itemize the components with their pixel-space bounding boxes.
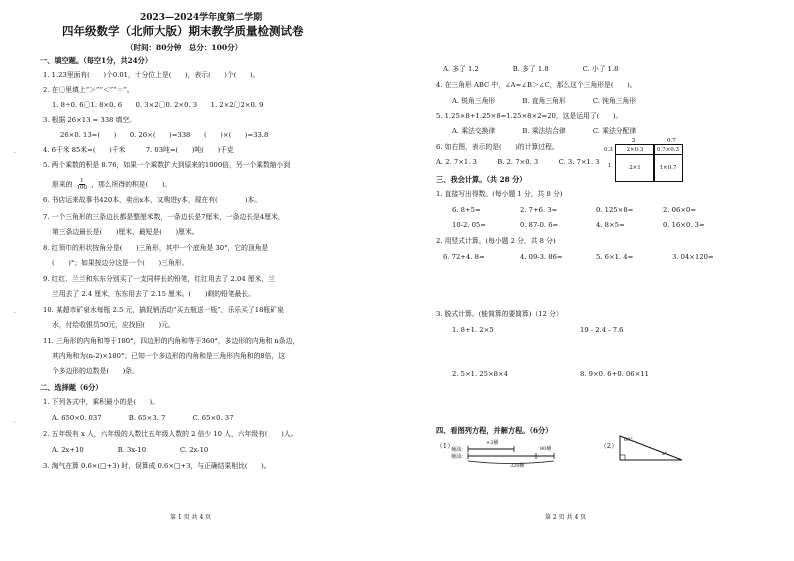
choice-5-options: A. 乘法交换律 B. 乘法结合律 C. 乘法分配律 [452,127,637,135]
fraction-denominator: 100 [76,185,88,191]
bar-label-2: 桶油： [451,454,467,460]
q5-text-post: ，那么所得的积是( )。 [91,180,172,189]
page-footer-2: 第 2 页 共 4 页 [545,514,587,521]
question-2-row: 1. 8÷0. 6〇1. 8×0. 6 0. 3×2〇0. 2×0. 3 1. 2×2〇2×0. 9 [52,101,264,109]
question-7b: 第三条边最长是( )厘米，最短是( )厘米。 [52,228,199,236]
question-11b: 其内角和为(n-2)×180°；已知一个多边形的内角和是三角形内角和的8倍，这 [52,352,286,360]
grid-cell-21: 2×1 [615,154,655,182]
choice-6-options: A. 2. 7×1. 3 B. 2. 7×0. 3 C. 3. 7×1. 3 [436,158,600,166]
grid-cell-12: 0.7×0.3 [653,144,683,155]
exam-title: 四年级数学（北师大版）期末教学质量检测试卷 [62,24,304,38]
question-3-row: 26×0. 13=( ) 0. 26×( )=338 ( )×( )=33.8 [60,131,269,139]
grid-side-a: 0.3 [604,147,613,153]
grid-cell-22: 1×0.7 [653,154,683,182]
calc-item: 3. 04×120= [672,253,714,261]
choice-4: 4. 在三角形 ABC 中，∠A=∠B＞∠C，那么这个三角形是( )。 [436,81,637,89]
question-3: 3. 根据 26×13 = 338 填空。 [43,116,136,124]
question-4: 4. 6千米 85米=( )千米 7. 03吨=( )吨( )千克 [43,146,234,154]
choice-4-options: A. 锐角三角形 B. 直角三角形 C. 钝角三角形 [452,97,637,105]
calc-item: 1. 8+1. 2×5 [452,326,494,334]
calc-3: 3. 脱式计算。(能简算的要简算)（12 分） [436,310,563,318]
question-6: 6. 书店运来故事书420本，卖出x本，又购进y本，现在有( )本。 [43,196,262,204]
grid-side-b: 1 [608,163,612,169]
choice-5: 5. 1.25×8+1.25×8=1.25×8×2=20，这是运用了( )。 [436,112,623,120]
exam-meta: （时间：80分钟 总分：100分） [126,43,243,52]
question-11c: 个多边形的边数是( )条。 [52,367,139,375]
calc-item: 0. 125×8= [596,206,634,214]
binding-mark: · [14,310,16,317]
calc-1: 1. 直接写出得数。(每小题 1 分，共 8 分) [436,190,563,198]
calc-item: 8. 9×0. 6+0. 06×11 [580,370,649,378]
section-choice: 二、选择题（6分） [40,383,103,392]
choice-1-options: A. 650×0. 037 B. 65×3. 7 C. 65×0. 37 [52,414,234,422]
question-10a: 10. 某超市矿泉水每瓶 2.5 元，搞促销活动“买五瓶送一瓶”，乐乐买了18瓶矿泉 [43,306,284,314]
question-1: 1. 1.23里面有( )个0.01，十分位上是( )，表示( )个( )。 [43,71,260,79]
question-5a: 5. 两个乘数的积是 8.76，如果一个乘数扩大到原来的1000倍，另一个乘数缩小到 [43,161,291,169]
binding-mark: · [14,420,16,427]
question-8a: 8. 红领巾的形状按角分是( )三角形，其中一个底角是 30°，它的顶角是 [43,244,269,252]
question-11a: 11. 三角形的内角和等于180°，四边形的内角和等于360°，多边形的内角和 n条边， [43,337,300,345]
calc-item: 0. 87-0. 6= [520,221,559,229]
calc-item: 6. 8+5= [452,206,481,214]
bar-mult-label: ×3桶 [486,440,499,446]
calc-item: 4. 8×5= [596,221,625,229]
choice-3: 3. 淘气在算 0.6×(□+3) 时，误算成 0.6×□+3，与正确结果相比( )。 [43,462,271,470]
calc-item: 4. 09-3. 86= [520,253,563,261]
problem-1-label: （1） [436,442,454,450]
choice-6: 6. 如右图，表示的是( )的计算过程。 [436,143,559,151]
binding-mark: · [14,150,16,157]
calc-item: 0. 16×0. 3= [663,221,705,229]
calc-item: 2. 7+6. 3= [520,206,558,214]
question-5b [52,178,171,191]
term-title: 2023—2024学年度第二学期 [140,13,263,23]
section-fill-blank: 一、填空题。（每空1分，共24分） [40,56,153,65]
problem-2-label: （2） [600,442,618,450]
grid-cell-11: 2×0.3 [615,144,655,155]
calc-item: 10-2. 05= [452,221,486,229]
angle-x-label: x° [662,451,668,457]
angle-label: 60° [624,437,633,443]
bar-extra-label: 80桶 [540,446,552,452]
calc-item: 5. 6×1. 4= [596,253,634,261]
question-2: 2. 在〇里填上“＞”“＜”“＝”。 [43,86,134,94]
calc-item: 6. 72+4. 8= [443,253,485,261]
question-9b: 兰用去了 2.4 厘米，东东用去了 2.15 厘米。( )剩的铅笔最长。 [52,290,256,298]
fraction-numerator: 1 [80,178,84,184]
bar-total-label: 320桶 [510,463,525,469]
grid-top-b: 0.7 [667,138,676,144]
choice-3-options: A. 多了 1.2 B. 多了 1.8 C. 小了 1.8 [443,65,619,73]
section-calculation: 三、我会计算。（共 28 分） [436,175,527,184]
calc-2: 2. 用竖式计算。(每小题 2 分，共 8 分) [436,237,556,245]
bar-diagram [464,440,564,468]
calc-item: 2. 5×1. 25×8×4 [452,370,508,378]
q5-text-pre: 原来的 [52,180,73,189]
question-8b: ( )°；如果按边分这是一个( )三角形。 [52,259,189,267]
choice-2-options: A. 2x+10 B. 3x-10 C. 2x-10 [52,446,209,454]
grid-top-a: 2 [632,138,636,144]
bar-label-1: 桶油： [451,447,467,453]
question-9a: 9. 红红、兰兰和东东分别买了一支同样长的铅笔，红红用去了 2.04 厘米，兰 [43,275,276,283]
calc-item: 2. 06×0= [663,206,697,214]
choice-2: 2. 五年级有 x 人，六年级的人数比五年级人数的 2 倍少 10 人，六年级有( )人。 [43,430,298,438]
calc-item: 19 - 2.4 - 7.6 [580,326,624,334]
question-7a: 7. 一个三角形的三条边长都是整厘米数，一条边长是7厘米，一条边长是4厘米， [43,213,285,221]
fraction [77,178,88,191]
choice-1: 1. 下列各式中，乘积最小的是( )。 [43,398,159,406]
section-equation: 四、看图列方程，并解方程。（6分） [436,426,553,435]
question-10b: 水，付给收银员50元，应找回( )元。 [52,321,175,329]
page-footer-1: 第 1 页 共 4 页 [170,514,212,521]
